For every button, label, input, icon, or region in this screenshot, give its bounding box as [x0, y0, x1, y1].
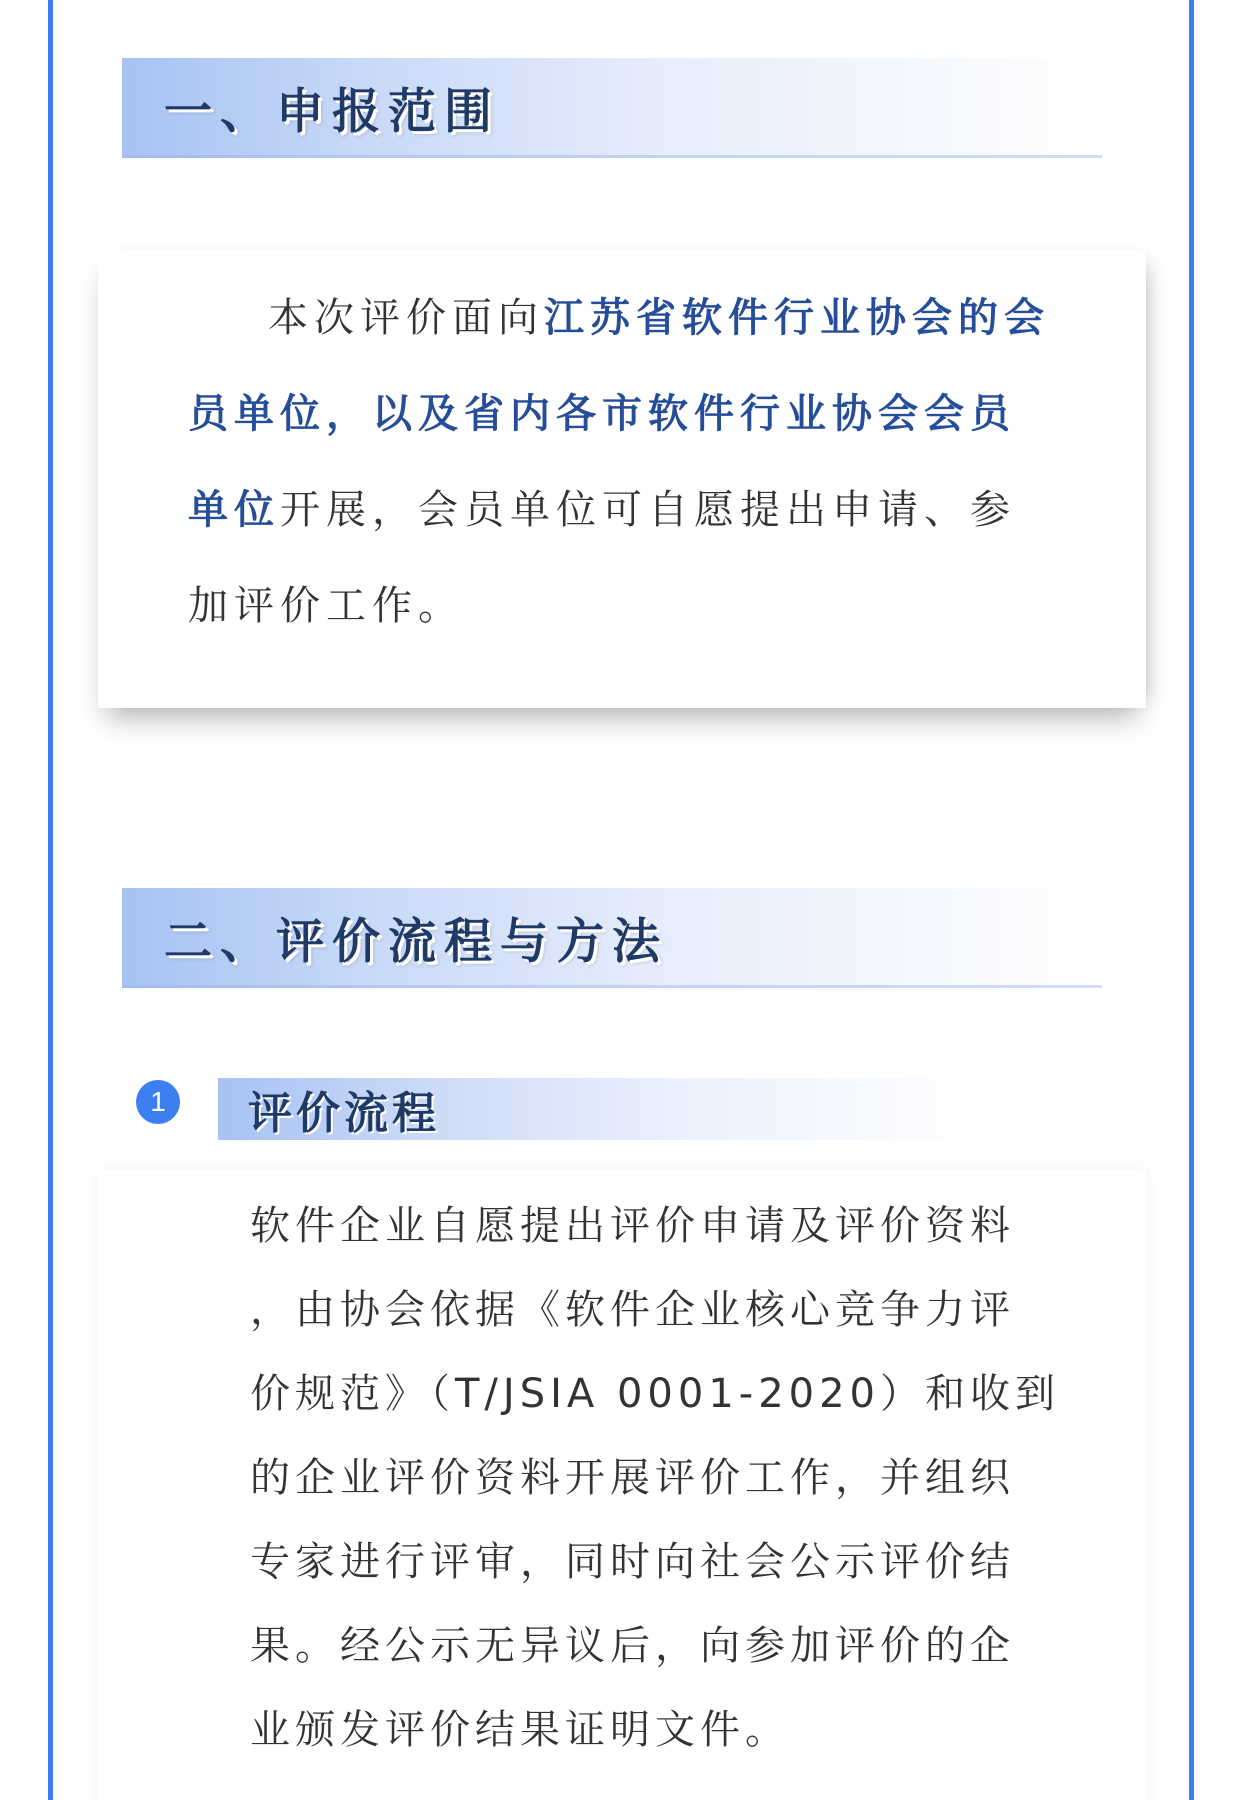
section-header-process [122, 888, 1102, 988]
scope-text-end: 开展，会员单位可自愿提出申请、参加评价工作。 [188, 487, 1016, 629]
scope-paragraph [188, 270, 1058, 654]
process-line: 的企业评价资料开展评价工作，并组织 [250, 1455, 1015, 1501]
section-title-process: 二、评价流程与方法 [164, 913, 669, 969]
process-line: 专家进行评审，同时向社会公示评价结 [250, 1539, 1015, 1585]
process-line: 果。经公示无异议后，向参加评价的企 [250, 1623, 1015, 1669]
process-line: 业颁发评价结果证明文件。 [250, 1707, 790, 1753]
section-title-scope: 一、申报范围 [164, 83, 501, 139]
process-line: ，由协会依据《软件企业核心竞争力评 [250, 1287, 1015, 1333]
section-header-scope [122, 58, 1102, 158]
step-number-badge: 1 [136, 1080, 180, 1124]
right-border [1189, 0, 1194, 1800]
left-border [48, 0, 53, 1800]
process-line: 软件企业自愿提出评价申请及评价资料 [250, 1203, 1015, 1249]
process-paragraph [250, 1184, 1080, 1772]
process-line: 价规范》（T/JSIA 0001-2020）和收到 [250, 1371, 1060, 1417]
scope-card [98, 250, 1146, 708]
scope-text-start: 本次评价面向 [268, 295, 544, 341]
step-title: 评价流程 [248, 1088, 440, 1139]
scope-text-highlight: 江苏省软件行业协会的会员单位，以及省内各市软件行业协会会员单位 [188, 295, 1050, 533]
step-header-process [218, 1078, 978, 1140]
